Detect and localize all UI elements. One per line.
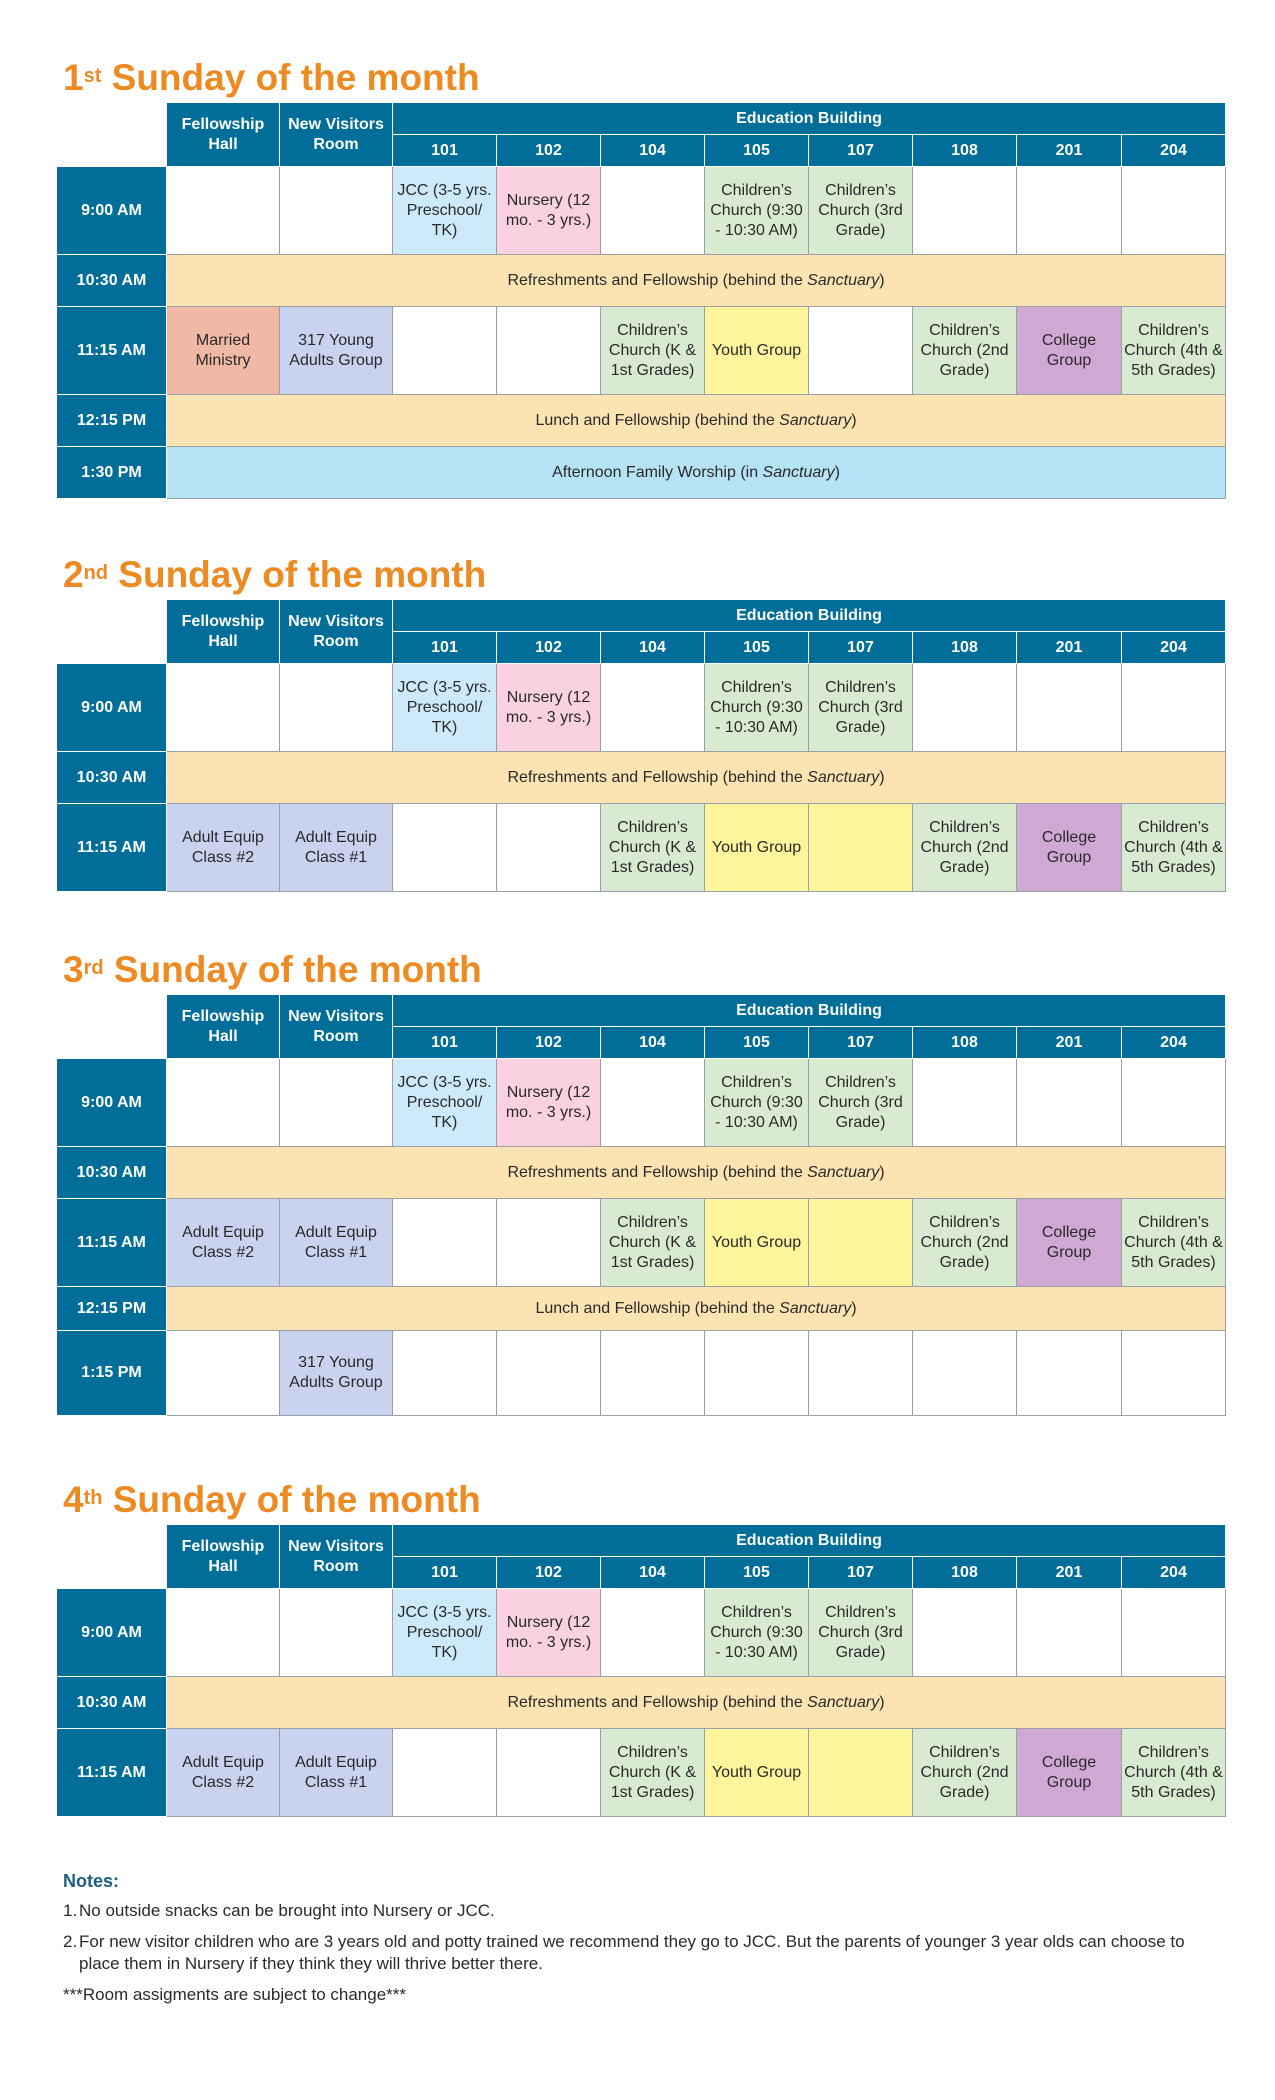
title-ordinal-number: 1 [63,57,84,98]
time-slot: 10:30 AM [57,1677,167,1729]
activity-cell: College Group [1017,1199,1122,1287]
event-banner [167,752,1226,804]
header-fellowship-hall: Fellowship Hall [167,600,280,664]
header-row-buildings [57,995,1226,1027]
activity-cell: Children’s Church (3rd Grade) [809,1059,913,1147]
event-text: Refreshments and Fellowship (behind the [507,768,808,786]
empty-cell [809,307,913,395]
room-number: 104 [601,135,705,167]
activity-cell: JCC (3-5 yrs. Preschool/ TK) [393,1589,497,1677]
event-banner [167,255,1226,307]
schedule-row [57,1589,1226,1677]
empty-cell [393,804,497,892]
event-banner [167,447,1226,499]
schedule-row [57,447,1226,499]
time-slot: 11:15 AM [57,1729,167,1817]
activity-cell: Children’s Church (3rd Grade) [809,1589,913,1677]
schedule-row [57,1147,1226,1199]
header-row-buildings [57,600,1226,632]
empty-cell [1122,1331,1226,1416]
empty-cell [1122,1059,1226,1147]
schedule-row [57,1729,1226,1817]
empty-cell [497,1729,601,1817]
empty-cell [913,1589,1017,1677]
event-text-tail: ) [879,1693,885,1711]
section-title [63,58,480,98]
room-number: 104 [601,1027,705,1059]
activity-cell: Children’s Church (4th & 5th Grades) [1122,804,1226,892]
note-number: 2. [63,1932,78,1951]
title-ordinal-number: 3 [63,949,84,990]
title-text: Sunday of the month [111,57,480,98]
event-location: Sanctuary [779,1299,852,1317]
event-location: Sanctuary [779,411,852,429]
empty-cell [601,664,705,752]
activity-cell: Youth Group [705,1729,809,1817]
title-ordinal-number: 4 [63,1479,84,1520]
activity-cell: Adult Equip Class #2 [167,1729,280,1817]
empty-cell [1017,1059,1122,1147]
header-new-visitors-room: New Visitors Room [280,600,393,664]
activity-cell: Children’s Church (4th & 5th Grades) [1122,1729,1226,1817]
header-spacer [57,600,167,664]
event-text-tail: ) [834,463,840,481]
title-ordinal-suffix: rd [83,957,104,979]
activity-cell: Youth Group [705,307,809,395]
time-slot: 9:00 AM [57,664,167,752]
empty-cell [393,1729,497,1817]
notes-title: Notes: [63,1871,120,1891]
room-number: 104 [601,632,705,664]
activity-cell: JCC (3-5 yrs. Preschool/ TK) [393,167,497,255]
room-number: 204 [1122,1557,1226,1589]
room-number: 107 [809,135,913,167]
time-slot: 11:15 AM [57,1199,167,1287]
activity-cell: Nursery (12 mo. - 3 yrs.) [497,1059,601,1147]
activity-cell: Children’s Church (2nd Grade) [913,307,1017,395]
note-text: For new visitor children who are 3 years old and potty trained we recommend they go to JCC. But the parents of younger 3 year olds can choose to place them in Nursery if they think they will thrive better there. [79,1932,1185,1973]
schedule-table [56,994,1226,1416]
empty-cell [393,1199,497,1287]
time-slot: 1:30 PM [57,447,167,499]
activity-cell: Youth Group [705,804,809,892]
empty-cell [809,1729,913,1817]
time-slot: 9:00 AM [57,1059,167,1147]
room-number: 201 [1017,1027,1122,1059]
activity-cell: Children’s Church (K & 1st Grades) [601,804,705,892]
schedule-row [57,167,1226,255]
activity-cell: Children’s Church (3rd Grade) [809,664,913,752]
schedule-row [57,752,1226,804]
header-fellowship-hall: Fellowship Hall [167,995,280,1059]
header-row-buildings [57,1525,1226,1557]
activity-cell: College Group [1017,1729,1122,1817]
event-text: Refreshments and Fellowship (behind the [507,1163,808,1181]
note-number: 1. [63,1901,78,1920]
empty-cell [280,1059,393,1147]
header-education-building: Education Building [393,1525,1226,1557]
empty-cell [280,1589,393,1677]
empty-cell [913,167,1017,255]
schedule-table [56,102,1226,499]
empty-cell [809,804,913,892]
room-number: 101 [393,1027,497,1059]
schedule-row [57,1287,1226,1331]
room-number: 102 [497,135,601,167]
empty-cell [167,1331,280,1416]
schedule-row [57,1677,1226,1729]
event-banner [167,1287,1226,1331]
activity-cell: Children’s Church (4th & 5th Grades) [1122,1199,1226,1287]
schedule-row [57,1331,1226,1416]
room-number: 204 [1122,1027,1226,1059]
activity-cell: Children’s Church (9:30 - 10:30 AM) [705,167,809,255]
room-number: 108 [913,1027,1017,1059]
activity-cell: Children’s Church (9:30 - 10:30 AM) [705,1589,809,1677]
note-item [63,1900,1213,1922]
room-number: 105 [705,135,809,167]
activity-cell: Children’s Church (K & 1st Grades) [601,307,705,395]
header-spacer [57,103,167,167]
section-title [63,555,486,595]
room-number: 101 [393,632,497,664]
empty-cell [913,1059,1017,1147]
activity-cell: Nursery (12 mo. - 3 yrs.) [497,167,601,255]
notes-section [63,1870,1213,2015]
activity-cell: Married Ministry [167,307,280,395]
empty-cell [1017,664,1122,752]
room-number: 108 [913,632,1017,664]
activity-cell: Children’s Church (4th & 5th Grades) [1122,307,1226,395]
title-ordinal-suffix: nd [83,562,109,584]
empty-cell [809,1199,913,1287]
note-item [63,1931,1213,1975]
empty-cell [913,664,1017,752]
section-title [63,950,482,990]
empty-cell [1122,167,1226,255]
room-number: 201 [1017,1557,1122,1589]
event-text: Afternoon Family Worship (in [552,463,763,481]
schedule-row [57,255,1226,307]
empty-cell [1122,1589,1226,1677]
activity-cell: Youth Group [705,1199,809,1287]
event-banner [167,395,1226,447]
empty-cell [1017,167,1122,255]
note-text: No outside snacks can be brought into Nursery or JCC. [79,1901,495,1920]
header-new-visitors-room: New Visitors Room [280,995,393,1059]
activity-cell: JCC (3-5 yrs. Preschool/ TK) [393,664,497,752]
activity-cell: Children’s Church (2nd Grade) [913,1729,1017,1817]
time-slot: 9:00 AM [57,1589,167,1677]
title-text: Sunday of the month [113,949,482,990]
empty-cell [1017,1331,1122,1416]
schedule-row [57,395,1226,447]
title-ordinal-number: 2 [63,554,84,595]
disclaimer: ***Room assigments are subject to change*** [63,1985,407,2004]
activity-cell: Children’s Church (K & 1st Grades) [601,1199,705,1287]
time-slot: 10:30 AM [57,752,167,804]
header-fellowship-hall: Fellowship Hall [167,1525,280,1589]
schedule-table [56,1524,1226,1817]
header-fellowship-hall: Fellowship Hall [167,103,280,167]
empty-cell [601,167,705,255]
room-number: 102 [497,1557,601,1589]
empty-cell [497,307,601,395]
activity-cell: Children’s Church (9:30 - 10:30 AM) [705,1059,809,1147]
activity-cell: 317 Young Adults Group [280,1331,393,1416]
empty-cell [167,167,280,255]
event-location: Sanctuary [807,1163,880,1181]
event-text: Refreshments and Fellowship (behind the [507,271,808,289]
room-number: 105 [705,1557,809,1589]
schedule-row [57,804,1226,892]
event-banner [167,1147,1226,1199]
activity-cell: Children’s Church (2nd Grade) [913,804,1017,892]
empty-cell [393,1331,497,1416]
empty-cell [393,307,497,395]
activity-cell: Adult Equip Class #2 [167,1199,280,1287]
activity-cell: College Group [1017,307,1122,395]
room-number: 101 [393,135,497,167]
room-number: 102 [497,632,601,664]
title-text: Sunday of the month [112,1479,481,1520]
time-slot: 11:15 AM [57,804,167,892]
event-banner [167,1677,1226,1729]
empty-cell [601,1059,705,1147]
activity-cell: College Group [1017,804,1122,892]
empty-cell [497,804,601,892]
activity-cell: Adult Equip Class #2 [167,804,280,892]
time-slot: 12:15 PM [57,1287,167,1331]
title-text: Sunday of the month [118,554,487,595]
room-number: 108 [913,135,1017,167]
header-education-building: Education Building [393,103,1226,135]
activity-cell: Adult Equip Class #1 [280,804,393,892]
time-slot: 10:30 AM [57,1147,167,1199]
room-number: 107 [809,632,913,664]
room-number: 105 [705,632,809,664]
room-number: 204 [1122,135,1226,167]
room-number: 108 [913,1557,1017,1589]
schedule-row [57,1199,1226,1287]
empty-cell [280,167,393,255]
time-slot: 11:15 AM [57,307,167,395]
empty-cell [497,1331,601,1416]
schedule-row [57,664,1226,752]
room-number: 101 [393,1557,497,1589]
event-location: Sanctuary [762,463,835,481]
header-row-buildings [57,103,1226,135]
activity-cell: Adult Equip Class #1 [280,1199,393,1287]
room-number: 107 [809,1027,913,1059]
empty-cell [705,1331,809,1416]
schedule-row [57,1059,1226,1147]
activity-cell: Nursery (12 mo. - 3 yrs.) [497,1589,601,1677]
event-location: Sanctuary [807,271,880,289]
empty-cell [601,1589,705,1677]
room-number: 102 [497,1027,601,1059]
empty-cell [167,664,280,752]
title-ordinal-suffix: th [83,1487,103,1509]
title-ordinal-suffix: st [83,65,102,87]
activity-cell: 317 Young Adults Group [280,307,393,395]
activity-cell: Children’s Church (9:30 - 10:30 AM) [705,664,809,752]
event-text-tail: ) [879,768,885,786]
time-slot: 10:30 AM [57,255,167,307]
header-new-visitors-room: New Visitors Room [280,1525,393,1589]
event-text-tail: ) [879,1163,885,1181]
activity-cell: Children’s Church (2nd Grade) [913,1199,1017,1287]
event-location: Sanctuary [807,1693,880,1711]
header-spacer [57,1525,167,1589]
room-number: 201 [1017,135,1122,167]
empty-cell [1122,664,1226,752]
room-number: 105 [705,1027,809,1059]
schedule-row [57,307,1226,395]
event-text: Lunch and Fellowship (behind the [535,1299,780,1317]
empty-cell [601,1331,705,1416]
header-education-building: Education Building [393,995,1226,1027]
room-number: 201 [1017,632,1122,664]
event-text: Lunch and Fellowship (behind the [535,411,780,429]
event-text-tail: ) [851,411,857,429]
room-number: 204 [1122,632,1226,664]
activity-cell: Children’s Church (K & 1st Grades) [601,1729,705,1817]
header-new-visitors-room: New Visitors Room [280,103,393,167]
activity-cell: Nursery (12 mo. - 3 yrs.) [497,664,601,752]
header-spacer [57,995,167,1059]
empty-cell [280,664,393,752]
room-number: 104 [601,1557,705,1589]
activity-cell: Adult Equip Class #1 [280,1729,393,1817]
room-number: 107 [809,1557,913,1589]
event-text-tail: ) [851,1299,857,1317]
empty-cell [1017,1589,1122,1677]
header-education-building: Education Building [393,600,1226,632]
event-text: Refreshments and Fellowship (behind the [507,1693,808,1711]
activity-cell: Children’s Church (3rd Grade) [809,167,913,255]
time-slot: 12:15 PM [57,395,167,447]
schedule-table [56,599,1226,892]
empty-cell [809,1331,913,1416]
time-slot: 9:00 AM [57,167,167,255]
empty-cell [167,1589,280,1677]
section-title [63,1480,481,1520]
empty-cell [913,1331,1017,1416]
empty-cell [497,1199,601,1287]
empty-cell [167,1059,280,1147]
activity-cell: JCC (3-5 yrs. Preschool/ TK) [393,1059,497,1147]
time-slot: 1:15 PM [57,1331,167,1416]
event-text-tail: ) [879,271,885,289]
event-location: Sanctuary [807,768,880,786]
